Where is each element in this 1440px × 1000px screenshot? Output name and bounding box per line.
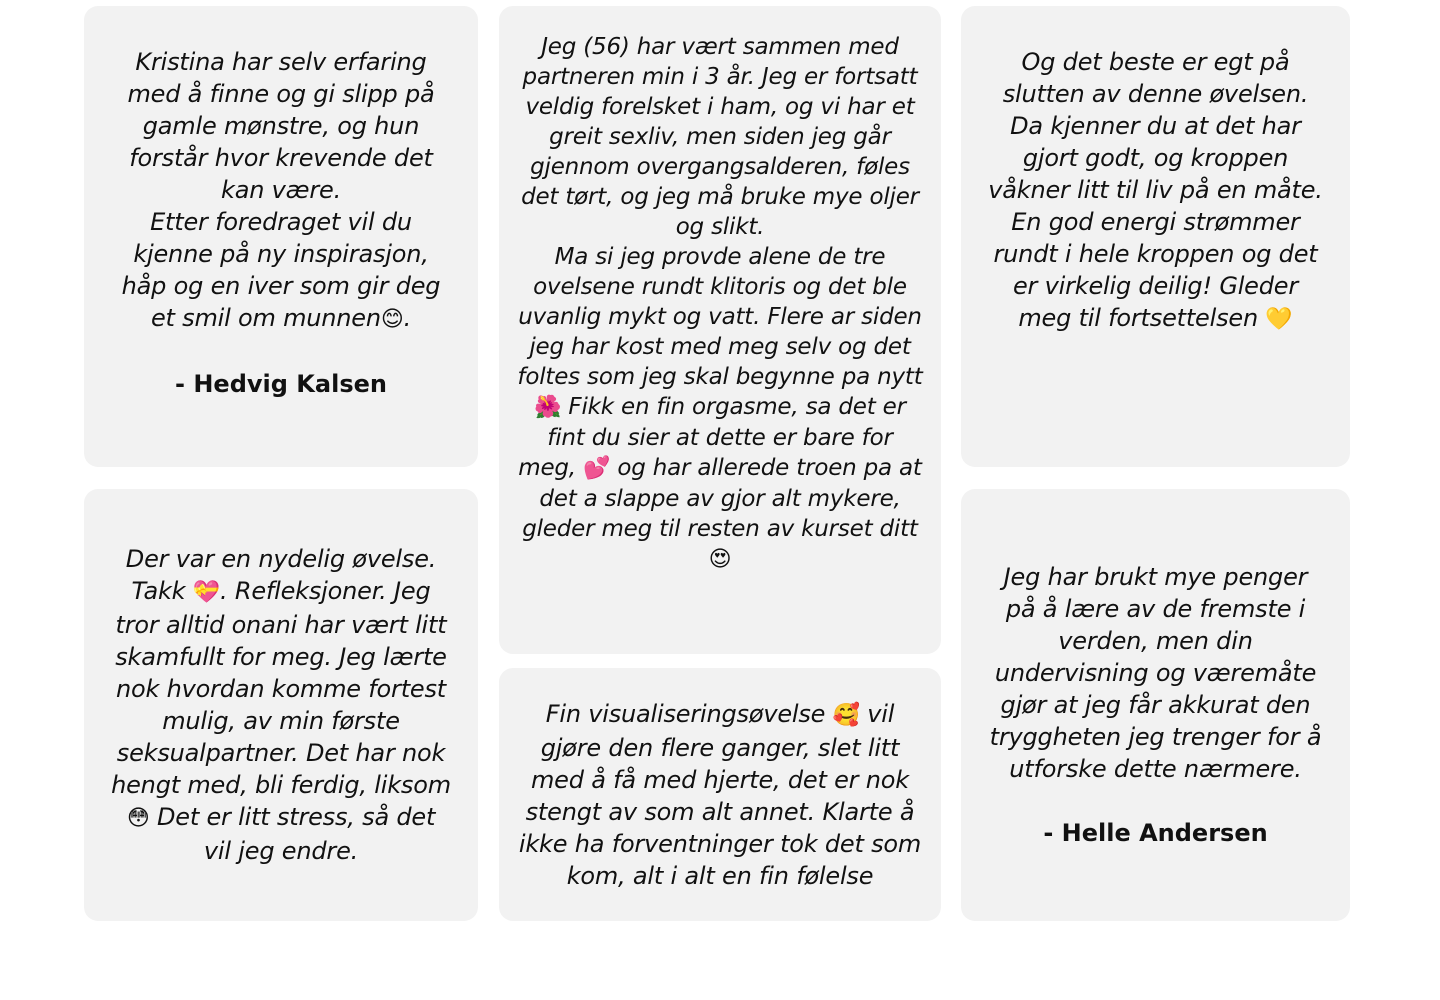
quote-paragraph: Og det beste er egt på slutten av denne øvelsen. Da kjenner du at det har gjort godt, og kroppen våkner litt til liv på en måte. — [988, 48, 1323, 204]
testimonial-card-reflections — [84, 489, 478, 921]
quote-paragraph — [517, 698, 923, 892]
testimonial-quote — [110, 543, 452, 867]
testimonial-quote — [987, 46, 1324, 336]
quote-text: Etter foredraget vil du kjenne på ny inspirasjon, håp og en iver som gir deg et smil om munnen — [121, 208, 441, 332]
quote-text: Fin visualiseringsøvelse — [545, 699, 833, 728]
testimonial-quote — [110, 46, 452, 336]
testimonial-card-long — [499, 6, 941, 654]
quote-text: Fikk en fin orgasme, sa det er fint du sier at dette er bare for meg, — [518, 394, 906, 481]
hibiscus-emoji-icon: 🌺 — [534, 395, 562, 420]
smiling-face-with-hearts-emoji-icon: 🥰 — [832, 702, 860, 728]
quote-paragraph — [987, 206, 1324, 336]
quote-text: Det er litt stress, så det vil jeg endre. — [149, 803, 436, 865]
quote-text: vil gjøre den flere ganger, slet litt med å få med hjerte, det er nok stengt av som alt annet. Klarte å ikke ha forventninger tok det som kom, alt i alt en fin følelse — [518, 699, 922, 890]
smiling-face-emoji-icon: 😊 — [380, 307, 404, 332]
testimonial-author: - Hedvig Kalsen — [175, 370, 387, 398]
quote-paragraph — [517, 242, 923, 575]
quote-paragraph: Jeg har brukt mye penger på å lære av de fremste i verden, men din undervisning og væremåte gjør at jeg får akkurat den tryggheten jeg trenger for å utforske dette nærmere. — [989, 563, 1322, 783]
quote-paragraph — [110, 206, 452, 336]
quote-paragraph: Jeg (56) har vært sammen med partneren min i 3 år. Jeg er fortsatt veldig forelsket i ham, og vi har et greit sexliv, men siden jeg går gjennom overgangsalderen, føles det tørt, og jeg må bruke mye oljer og slikt. — [521, 34, 919, 240]
quote-text: Ma si jeg provde alene de tre ovelsene rundt klitoris og det ble uvanlig mykt og vatt. Flere ar siden jeg har kost med meg selv og det foltes som jeg skal begynne pa nytt — [517, 244, 923, 390]
testimonial-quote — [517, 32, 923, 575]
yellow-heart-emoji-icon: 💛 — [1265, 307, 1293, 332]
heart-eyes-emoji-icon: 😍 — [708, 547, 732, 572]
quote-paragraph: Kristina har selv erfaring med å finne og gi slipp på gamle mønstre, og hun forstår hvor krevende det kan være. — [127, 48, 435, 204]
quote-text: . — [403, 304, 412, 332]
testimonial-author: - Helle Andersen — [1043, 819, 1268, 847]
testimonial-quote — [987, 561, 1324, 785]
flushed-face-emoji-icon: 😳 — [126, 806, 150, 831]
quote-text: . Refleksjoner. Jeg tror alltid onani har vært litt skamfullt for meg. Jeg lærte nok hvordan komme fortest mulig, av min første seksualpartner. Det har nok hengt med, bli ferdig, liksom — [111, 577, 451, 799]
testimonial-quote — [517, 698, 923, 892]
quote-text: og har allerede troen pa at det a slappe av gjor alt mykere, gleder meg til resten av kurset ditt — [522, 455, 922, 542]
two-hearts-emoji-icon: 💕 — [583, 456, 611, 481]
testimonial-card-hedvig — [84, 6, 478, 467]
quote-text: En god energi strømmer rundt i hele kroppen og det er virkelig deilig! Gleder meg til fortsettelsen — [993, 208, 1318, 332]
testimonial-card-visualisation — [499, 668, 941, 921]
quote-text: Der var en nydelig øvelse. Takk — [125, 545, 437, 605]
testimonial-card-helle — [961, 489, 1350, 921]
quote-paragraph — [110, 543, 452, 867]
heart-with-ribbon-emoji-icon: 💝 — [192, 580, 220, 605]
testimonial-card-energy — [961, 6, 1350, 467]
